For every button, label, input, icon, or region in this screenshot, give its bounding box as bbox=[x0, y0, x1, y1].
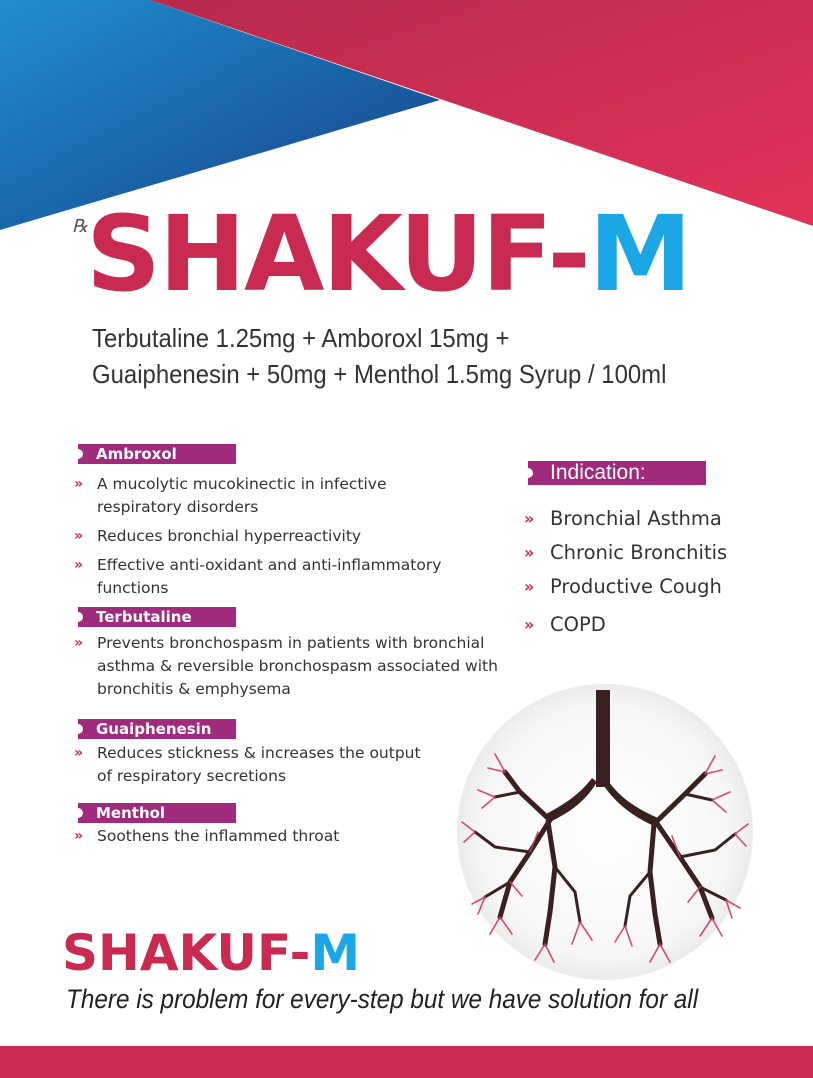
list-item-text: Prevents bronchospasm in patients with bronchial asthma & reversible bronchospasm associated with bronchitis & emphysema bbox=[97, 634, 498, 698]
list-item-text: Effective anti-oxidant and anti-inflammatory functions bbox=[97, 556, 442, 597]
composition bbox=[92, 320, 666, 392]
composition-line-1: Terbutaline 1.25mg + Amboroxl 15mg + bbox=[92, 323, 510, 353]
double-chevron-right-icon: » bbox=[524, 543, 535, 562]
list-item-text: Soothens the inflammed throat bbox=[97, 827, 340, 845]
brand-title-accent: M bbox=[588, 193, 691, 315]
double-chevron-right-icon: » bbox=[74, 476, 84, 492]
double-chevron-right-icon: » bbox=[74, 745, 84, 761]
list-item bbox=[74, 742, 434, 788]
indication-item bbox=[524, 574, 727, 608]
footer-brand-main: SHAKUF- bbox=[62, 924, 311, 982]
indication-item-text: Chronic Bronchitis bbox=[550, 541, 728, 564]
section-title: Guaiphenesin bbox=[96, 720, 212, 738]
lungs-illustration bbox=[450, 682, 760, 982]
double-chevron-right-icon: » bbox=[524, 615, 535, 634]
tag-dot-icon bbox=[73, 612, 83, 622]
ambroxol-list bbox=[74, 473, 442, 606]
list-item-text: Reduces stickness & increases the output of respiratory secretions bbox=[97, 744, 421, 785]
indication-item-text: Bronchial Asthma bbox=[550, 507, 722, 530]
section-tag-guaiphenesin bbox=[78, 719, 236, 739]
list-item bbox=[74, 554, 477, 600]
footer-brand-accent: M bbox=[310, 924, 361, 982]
indication-title: Indication: bbox=[550, 461, 646, 484]
section-tag-menthol bbox=[78, 803, 236, 823]
section-tag-terbutaline bbox=[78, 607, 236, 627]
tagline: There is problem for every-step but we have solution for all bbox=[66, 984, 699, 1014]
guaiphenesin-list bbox=[74, 742, 434, 794]
indication-item-text: COPD bbox=[550, 613, 606, 636]
double-chevron-right-icon: » bbox=[74, 528, 84, 544]
list-item bbox=[74, 825, 454, 848]
indication-item-text: Productive Cough bbox=[550, 575, 722, 598]
tag-dot-icon bbox=[73, 808, 83, 818]
menthol-list bbox=[74, 825, 454, 854]
terbutaline-list bbox=[74, 632, 514, 707]
indication-item bbox=[524, 612, 727, 646]
section-title: Terbutaline bbox=[96, 608, 192, 626]
double-chevron-right-icon: » bbox=[524, 577, 535, 596]
indication-list bbox=[524, 506, 727, 646]
list-item bbox=[74, 473, 414, 519]
double-chevron-right-icon: » bbox=[74, 635, 84, 651]
tag-dot-icon bbox=[73, 449, 83, 459]
footer-brand bbox=[62, 924, 361, 982]
indication-item bbox=[524, 540, 727, 574]
brand-title-main: SHAKUF- bbox=[86, 193, 589, 315]
indication-item bbox=[524, 506, 727, 540]
composition-line-2: Guaiphenesin + 50mg + Menthol 1.5mg Syrup / 100ml bbox=[92, 359, 667, 389]
list-item bbox=[74, 525, 414, 548]
section-title: Menthol bbox=[96, 804, 166, 822]
rx-symbol: ℞ bbox=[72, 216, 89, 237]
tag-dot-icon bbox=[523, 468, 533, 478]
double-chevron-right-icon: » bbox=[74, 557, 84, 573]
tag-dot-icon bbox=[73, 724, 83, 734]
section-tag-ambroxol bbox=[78, 444, 236, 464]
list-item-text: A mucolytic mucokinectic in infective respiratory disorders bbox=[97, 475, 387, 516]
list-item bbox=[74, 632, 514, 701]
indication-tag bbox=[528, 461, 706, 485]
section-title: Ambroxol bbox=[96, 445, 177, 463]
trachea bbox=[596, 690, 610, 787]
double-chevron-right-icon: » bbox=[74, 828, 84, 844]
brand-title bbox=[86, 193, 691, 315]
footer-bar bbox=[0, 1046, 813, 1078]
double-chevron-right-icon: » bbox=[524, 509, 535, 528]
list-item-text: Reduces bronchial hyperreactivity bbox=[97, 527, 362, 545]
